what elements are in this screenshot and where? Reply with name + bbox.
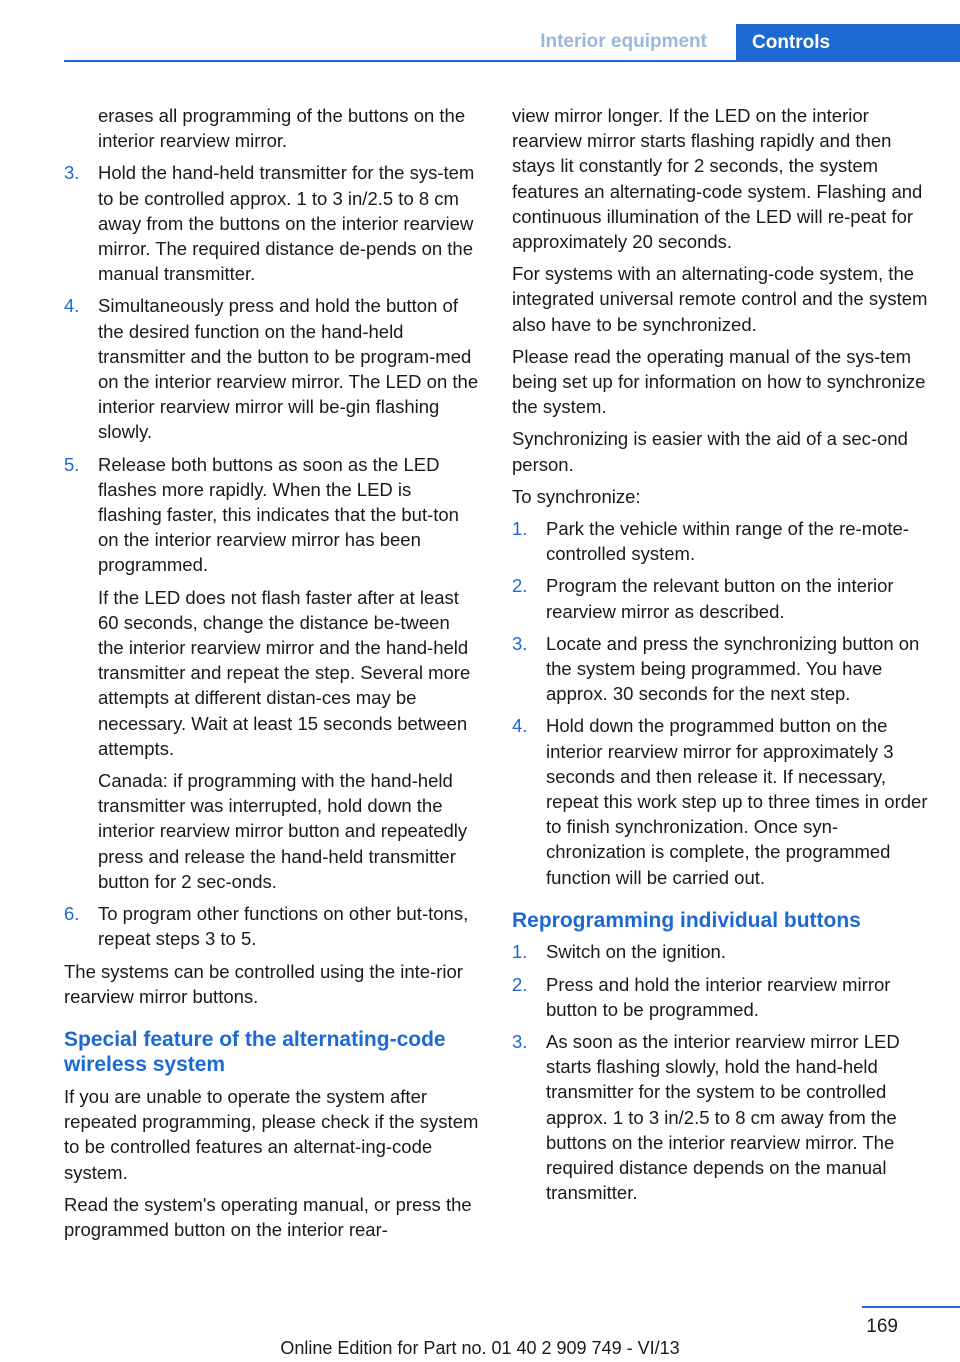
body-paragraph: Read the system's operating manual, or press the programmed button on the interior rear- — [64, 1193, 472, 1240]
step-number: 3. — [512, 1031, 528, 1052]
step-text: Release both buttons as soon as the LED flashes more rapidly. When the LED is flashing faster, this indicates that the but-ton on the interior rearview mirror has been programmed. — [98, 453, 459, 576]
body-paragraph: If you are unable to operate the system after repeated programming, please check if the system to be controlled features an alternat-ing-code system. — [64, 1085, 479, 1183]
list-item — [512, 573, 928, 623]
step-text: Locate and press the synchronizing button on the system being programmed. You have approx. 30 seconds for the next step. — [546, 632, 920, 705]
step-number: 5. — [64, 453, 80, 475]
list-item — [512, 939, 928, 964]
edition-footer: Online Edition for Part no. 01 40 2 909 749 - VI/13 — [280, 1338, 680, 1358]
header-rule — [64, 60, 960, 62]
body-paragraph: Please read the operating manual of the sys-tem being set up for information on how to synchronize the system. — [512, 345, 926, 418]
step-number: 1. — [512, 518, 528, 540]
step-text: Hold down the programmed button on the interior rearview mirror for approximately 3 seconds and then release it. If necessary, repeat this work step up to three times in order to finish synchronization. Once syn-chronization is complete, the programmed function will be carried out. — [546, 715, 928, 888]
page-header — [0, 0, 960, 62]
step-number: 3. — [64, 162, 80, 184]
list-item — [512, 516, 928, 566]
step-note: If the LED does not flash faster after at least 60 seconds, change the distance be-tween the interior rearview mirror and the hand-held transmitter and repeat the step. Several more attempts at different distan-ces may be necessary. Wait at least 15 seconds between attempts. — [98, 586, 471, 759]
page-number: 169 — [866, 1316, 898, 1337]
section-tab: Interior equipment — [540, 31, 707, 52]
step-note-canada: Canada: if programming with the hand-held transmitter was interrupted, hold down the interior rearview mirror button and repeatedly press and release the hand-held transmitter button for 2 sec-onds. — [98, 770, 468, 892]
step-number: 3. — [512, 632, 528, 654]
step-text: Park the vehicle within range of the re-mote-controlled system. — [546, 518, 909, 565]
chapter-tab: Controls — [736, 24, 960, 62]
step-number: 2. — [512, 973, 528, 995]
footer-rule — [862, 1306, 960, 1308]
step-body — [98, 452, 480, 894]
step-number: 6. — [64, 903, 80, 925]
body-paragraph: The systems can be controlled using the inte-rior rearview mirror buttons. — [64, 960, 463, 1007]
section-heading: Reprogramming individual buttons — [512, 908, 861, 932]
step-text: Program the relevant button on the interior rearview mirror as described. — [546, 575, 894, 622]
list-item — [512, 713, 928, 889]
body-paragraph: Synchronizing is easier with the aid of a sec-ond person. — [512, 428, 908, 475]
list-item — [64, 293, 480, 444]
step-text: Hold the hand-held transmitter for the sys-tem to be controlled approx. 1 to 3 in/2.5 to 8 cm away from the buttons on the interior rearview mirror. The required distance de-pends on the manual transmitter. — [98, 162, 475, 285]
body-paragraph: For systems with an alternating-code system, the integrated universal remote control and the system also have to be synchronized. — [512, 263, 928, 335]
step-text: Switch on the ignition. — [546, 941, 726, 963]
list-item — [64, 452, 480, 894]
list-item — [512, 631, 928, 707]
list-item — [64, 160, 480, 286]
step-number: 1. — [512, 941, 528, 963]
step-text: Simultaneously press and hold the button of the desired function on the hand-held transmitter and the button to be program-med on the interior rearview mirror. The LED on the interior rearview mirror will be-gin flashing slowly. — [98, 295, 479, 443]
list-item — [512, 972, 928, 1022]
step-text: Press and hold the interior rearview mirror button to be programmed. — [546, 973, 891, 1020]
section-heading: Special feature of the alternating-code wireless system — [64, 1027, 446, 1077]
step-number: 4. — [64, 295, 80, 317]
body-paragraph: To synchronize: — [512, 485, 641, 507]
right-column — [512, 103, 928, 1212]
step-text: As soon as the interior rearview mirror LED starts flashing slowly, hold the hand-held transmitter for the system to be controlled approx. 1 to 3 in/2.5 to 8 cm away from the buttons on the interior rearview mirror. The required distance depends on the manual transmitter. — [546, 1031, 900, 1204]
body-paragraph: view mirror longer. If the LED on the interior rearview mirror starts flashing rapidly and then stays lit constantly for 2 seconds, the system features an alternating-code system. Flashing and continuous illumination of the LED will re-peat for approximately 20 seconds. — [512, 105, 923, 253]
step-text: To program other functions on other but-tons, repeat steps 3 to 5. — [98, 903, 469, 950]
intro-text: erases all programming of the buttons on the interior rearview mirror. — [98, 105, 466, 152]
step-number: 2. — [512, 575, 528, 597]
step-number: 4. — [512, 715, 528, 737]
left-column — [64, 103, 480, 1249]
list-item — [512, 1029, 928, 1205]
list-item — [64, 901, 480, 951]
